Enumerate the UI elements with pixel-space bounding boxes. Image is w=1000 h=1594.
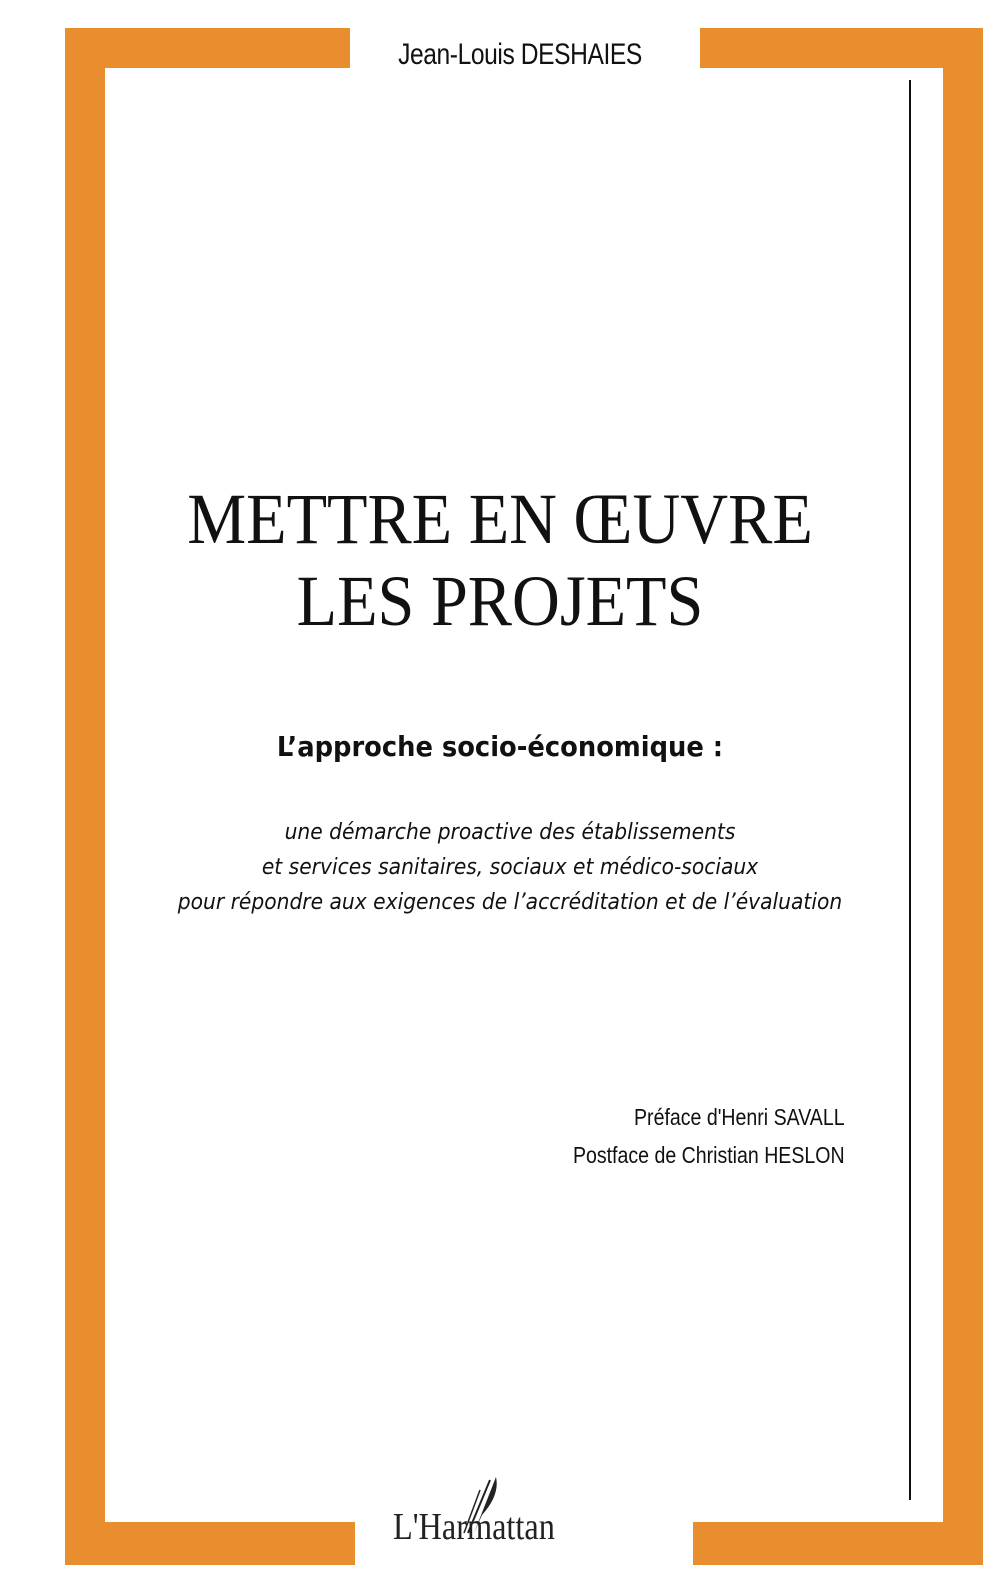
frame-right: [943, 28, 983, 1565]
credits: [573, 1098, 845, 1174]
vertical-rule: [909, 80, 911, 1500]
title-line-1: METTRE EN ŒUVRE: [187, 479, 813, 559]
frame-top-right: [700, 28, 983, 68]
description-line: pour répondre aux exigences de l’accréditation et de l’évaluation: [177, 890, 843, 915]
subtitle: L’approche socio-économique :: [276, 730, 724, 763]
frame-bottom-left: [65, 1522, 355, 1565]
description-line: et services sanitaires, sociaux et médico-sociaux: [261, 855, 759, 880]
preface-credit: Préface d'Henri SAVALL: [634, 1104, 845, 1130]
description: [96, 815, 924, 920]
publisher-logo: L'Harmattan: [393, 1506, 555, 1548]
author-name: Jean-Louis DESHAIES: [398, 38, 642, 71]
frame-top-left: [65, 28, 350, 68]
frame-left: [65, 28, 105, 1565]
postface-credit: Postface de Christian HESLON: [573, 1142, 845, 1168]
frame-bottom-right: [693, 1522, 983, 1565]
description-line: une démarche proactive des établissements: [284, 820, 736, 845]
title-line-2: LES PROJETS: [296, 561, 704, 641]
book-title: [40, 478, 960, 642]
